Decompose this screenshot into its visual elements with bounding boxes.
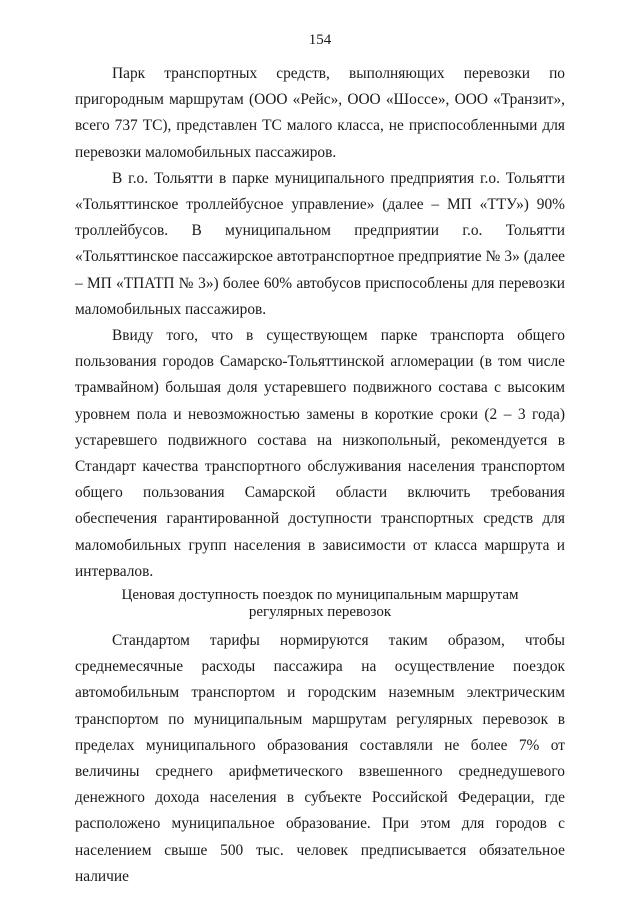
document-body [75,61,565,890]
paragraph-tariff-standard: Стандартом тарифы нормируются таким образом, чтобы среднемесячные расходы пассажира на осуществление поездок автомобильным транспортом и городским наземным электрическим транспортом по муниципальным маршрутам регулярных перевозок в пределах муниципального образования составляли не более 7% от величины среднего арифметического взвешенного среднедушевого денежного дохода населения в субъекте Российской Федерации, где расположено муниципальное образование. При этом для городов с населением свыше 500 тыс. человек предписывается обязательное наличие [75,632,565,885]
paragraph-suburban-fleet: Парк транспортных средств, выполняющих перевозки по пригородным маршрутам (ООО «Рейс», ООО «Шоссе», ООО «Транзит», всего 737 ТС), представлен ТС малого класса, не приспособленными для перевозки маломобильных пассажиров. [75,65,565,161]
section-heading-line-1: Ценовая доступность поездок по муниципальным маршрутам [121,587,519,604]
paragraph-accessibility-recommendation: Ввиду того, что в существующем парке транспорта общего пользования городов Самарско-Тольяттинской агломерации (в том числе трамвайном) большая доля устаревшего подвижного состава с высоким уровнем пола и невозможностью замены в короткие сроки (2 – 3 года) устаревшего подвижного состава на низкопольный, рекомендуется в Стандарт качества транспортного обслуживания населения транспортом общего пользования Самарской области включить требования обеспечения гарантированной доступности транспортных средств для маломобильных групп населения в зависимости от класса маршрута и интервалов. [75,327,565,580]
page-number: 154 [308,32,332,48]
section-heading-line-2: регулярных перевозок [248,604,392,621]
section-heading [75,587,565,628]
paragraph-togliatti-fleet: В г.о. Тольятти в парке муниципального предприятия г.о. Тольятти «Тольяттинское троллейбусное управление» (далее – МП «ТТУ») 90% троллейбусов. В муниципальном предприятии г.о. Тольятти «Тольяттинское пассажирское автотранспортное предприятие № 3» (далее – МП «ТПАТП № 3») более 60% автобусов приспособлены для перевозки маломобильных пассажиров. [75,169,565,318]
